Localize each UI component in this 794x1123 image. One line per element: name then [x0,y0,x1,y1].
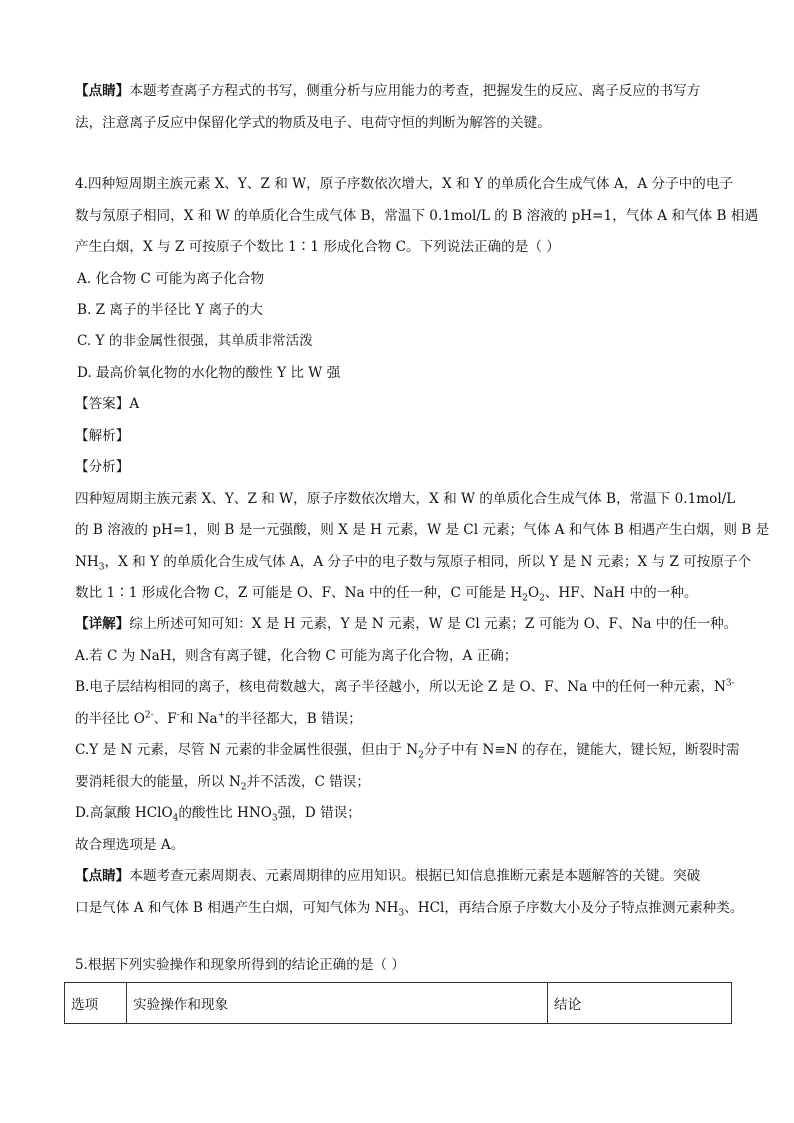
superscript: + [217,710,226,721]
q5-stem: 5.根据下列实验操作和现象所得到的结论正确的是（ ） [75,957,405,973]
subscript: 2 [418,750,424,761]
q4-dianjing-line-1 [75,866,735,886]
dianjing-tag: 【点睛】 [75,868,130,884]
superscript: 2- [144,710,154,721]
table-header-cell: 实验操作和现象 [127,983,548,1024]
text: ，X 和 Y 的单质化合生成气体 A，A 分子中的电子数与氖原子相同，所以 Y 是 N 元素；X 与 Z 可按原子个 [104,554,752,570]
q4-option-b: B. Z 离子的半径比 Y 离子的大 [77,302,263,318]
text: 要消耗很大的能量，所以 N [75,774,241,790]
q4-detail-d [75,803,735,823]
text: O [527,585,540,601]
subscript: 3 [271,813,278,824]
q4-fenxi-label: 【分析】 [75,459,130,475]
q4-detail-line-1 [75,614,738,634]
text: 、F [153,711,177,727]
text: C.Y 是 N 元素，尽管 N 元素的非金属性很强，但由于 N [75,742,419,758]
q4-stem-line-3: 产生白烟，X 与 Z 可按原子个数比 1∶1 形成化合物 C。下列说法正确的是（ ） [75,239,560,255]
text: 数比 1∶1 形成化合物 C，Z 可能是 O、F、Na 中的任一种，C 可能是 H [75,585,523,601]
q4-stem-line-2: 数与氖原子相同，X 和 W 的单质化合生成气体 B，常温下 0.1mol/L 的 B 溶液的 pH=1，气体 A 和气体 B 相遇 [75,208,759,224]
q4-detail-b-line-2 [75,709,735,729]
subscript: 3 [398,908,405,919]
text: 分子中有 N≡N 的存在，键能大，键长短，断裂时需 [423,742,740,758]
superscript: 3- [725,678,735,689]
q4-option-c: C. Y 的非金属性很强，其单质非常活泼 [77,333,313,349]
q4-dianjing-line-2 [75,898,744,919]
q4-conclusion: 故合理选项是 A。 [75,837,185,853]
dianjing-tag: 【点睛】 [75,83,130,99]
text: 、HCl，再结合原子序数大小及分子特点推测元素种类。 [404,900,744,916]
q4-analysis-line-3 [75,552,752,573]
subscript: 2 [240,782,247,793]
subscript: 2 [522,593,528,604]
text: 强，D 错误； [277,805,361,821]
text: 的半径比 O [75,711,145,727]
text: 并不活泼，C 错误； [246,774,370,790]
q4-detail-c-line-2 [75,772,735,792]
q4-jiexi-label: 【解析】 [75,428,130,444]
table-header-cell: 选项 [65,983,127,1024]
q4-detail-a: A.若 C 为 NaH，则含有离子键，化合物 C 可能为离子化合物，A 正确； [75,648,518,664]
subscript: 3 [98,562,105,573]
table-header-cell: 结论 [548,983,732,1024]
dianjing-text: 本题考查离子方程式的书写，侧重分析与应用能力的考查，把握发生的反应、离子反应的书写方 [129,83,701,99]
xiangjie-tag: 【详解】 [75,616,130,632]
q4-option-a: A. 化合物 C 可能为离子化合物 [77,271,265,287]
q4-answer: 【答案】A [75,396,140,412]
text: NH [75,554,99,570]
superscript: - [176,710,180,721]
text: D.高氯酸 HClO [75,805,173,821]
text: 口是气体 A 和气体 B 相遇产生白烟，可知气体为 NH [75,900,399,916]
dianjing-1-line-2: 法，注意离子反应中保留化学式的物质及电子、电荷守恒的判断为解答的关键。 [75,115,551,131]
q4-stem-line-1: 4.四种短周期主族元素 X、Y、Z 和 W，原子序数依次增大，X 和 Y 的单质化合生成气体 A，A 分子中的电子 [75,176,734,192]
text: 的半径都大，B 错误； [225,711,362,727]
q5-table [64,982,732,1024]
q4-analysis-line-2: 的 B 溶液的 pH=1，则 B 是一元强酸，则 X 是 H 元素，W 是 Cl 元素；气体 A 和气体 B 相遇产生白烟，则 B 是 [75,522,770,538]
text: 和 Na [179,711,218,727]
q4-detail-c-line-1 [75,740,740,761]
text: 、HF、NaH 中的一种。 [544,585,698,601]
dianjing-1-line-1 [75,81,735,101]
text: B.电子层结构相同的离子，核电荷数越大，离子半径越小，所以无论 Z 是 O、F、Na 中的任何一种元素，N [75,679,726,695]
text: 本题考查元素周期表、元素周期律的应用知识。根据已知信息推断元素是本题解答的关键。突破 [129,868,701,884]
table-header-row [65,983,732,1024]
q4-analysis-line-4 [75,583,735,603]
q4-option-d: D. 最高价氧化物的水化物的酸性 Y 比 W 强 [77,365,341,381]
q4-analysis-line-1: 四种短周期主族元素 X、Y、Z 和 W，原子序数依次增大，X 和 W 的单质化合生成气体 B，常温下 0.1mol/L [75,491,736,507]
text: 的酸性比 HNO [178,805,272,821]
subscript: 4 [172,813,179,824]
text: 综上所述可知可知：X 是 H 元素，Y 是 N 元素，W 是 Cl 元素；Z 可能为 O、F、Na 中的任一种。 [129,616,738,632]
q4-detail-b-line-1 [75,677,735,697]
subscript: 2 [539,593,545,604]
